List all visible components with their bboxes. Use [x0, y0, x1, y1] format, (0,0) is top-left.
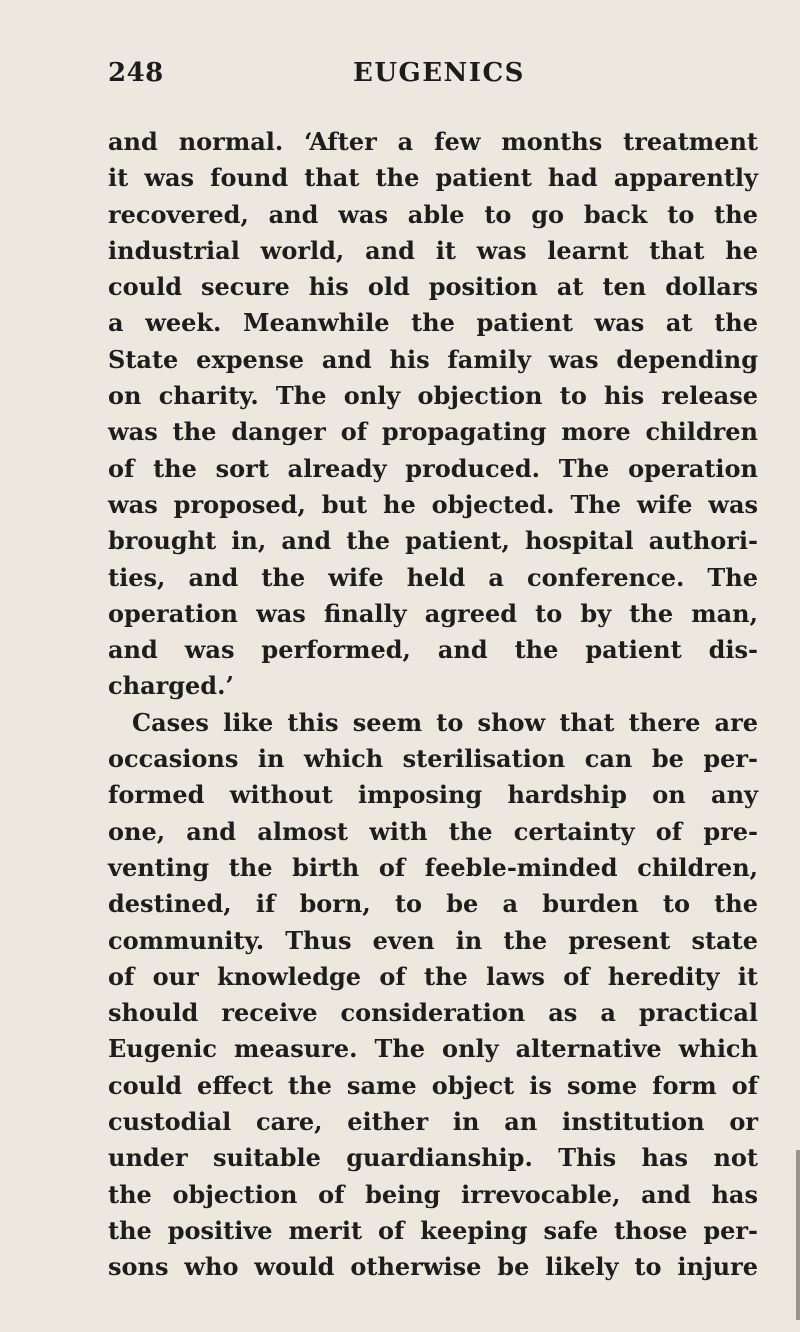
page-header [108, 58, 758, 98]
running-title: EUGENICS [353, 58, 525, 88]
text-line: and normal. ‘After a few months treatment [108, 127, 758, 156]
text-line: of our knowledge of the laws of heredity it [108, 961, 758, 991]
text-line: one, and almost with the certainty of pre- [108, 816, 758, 846]
text-line: was the danger of propagating more children [108, 417, 758, 447]
text-line: community. Thus even in the present state [108, 925, 758, 955]
text-line: ties, and the wife held a conference. The [108, 562, 758, 592]
text-line: and was performed, and the patient dis- [108, 635, 758, 665]
text-line: a week. Meanwhile the patient was at the [108, 308, 758, 338]
text-line: occasions in which sterilisation can be per- [108, 744, 758, 774]
text-line: the objection of being irrevocable, and has [108, 1179, 758, 1209]
text-line: custodial care, either in an institution or [108, 1107, 758, 1137]
page-number: 248 [108, 58, 164, 88]
text-line: venting the birth of feeble-minded children, [108, 852, 758, 882]
text-line: Cases like this seem to show that there are [132, 707, 758, 737]
text-line: the positive merit of keeping safe those per- [108, 1215, 758, 1245]
text-line: destined, if born, to be a burden to the [108, 889, 758, 919]
text-line: industrial world, and it was learnt that he [108, 235, 758, 265]
text-line: could secure his old position at ten dollars [108, 272, 758, 302]
text-line: recovered, and was able to go back to the [108, 199, 758, 229]
text-line: formed without imposing hardship on any [108, 780, 758, 810]
text-line: was proposed, but he objected. The wife was [108, 489, 758, 519]
text-line: of the sort already produced. The operation [108, 453, 758, 483]
body-text [108, 124, 758, 1286]
text-line: State expense and his family was depending [108, 344, 758, 374]
text-line: should receive consideration as a practical [108, 998, 758, 1028]
text-line: it was found that the patient had apparently [108, 163, 758, 193]
text-line: under suitable guardianship. This has not [108, 1143, 758, 1173]
text-line: charged.’ [108, 671, 234, 701]
text-line: sons who would otherwise be likely to injure [108, 1252, 758, 1282]
text-line: operation was finally agreed to by the man, [108, 598, 758, 628]
text-line: brought in, and the patient, hospital authori- [108, 526, 758, 556]
text-line: could effect the same object is some form of [108, 1070, 758, 1100]
page-edge-shadow [796, 1150, 800, 1320]
text-line: Eugenic measure. The only alternative which [108, 1034, 758, 1064]
text-line: on charity. The only objection to his release [108, 381, 758, 411]
